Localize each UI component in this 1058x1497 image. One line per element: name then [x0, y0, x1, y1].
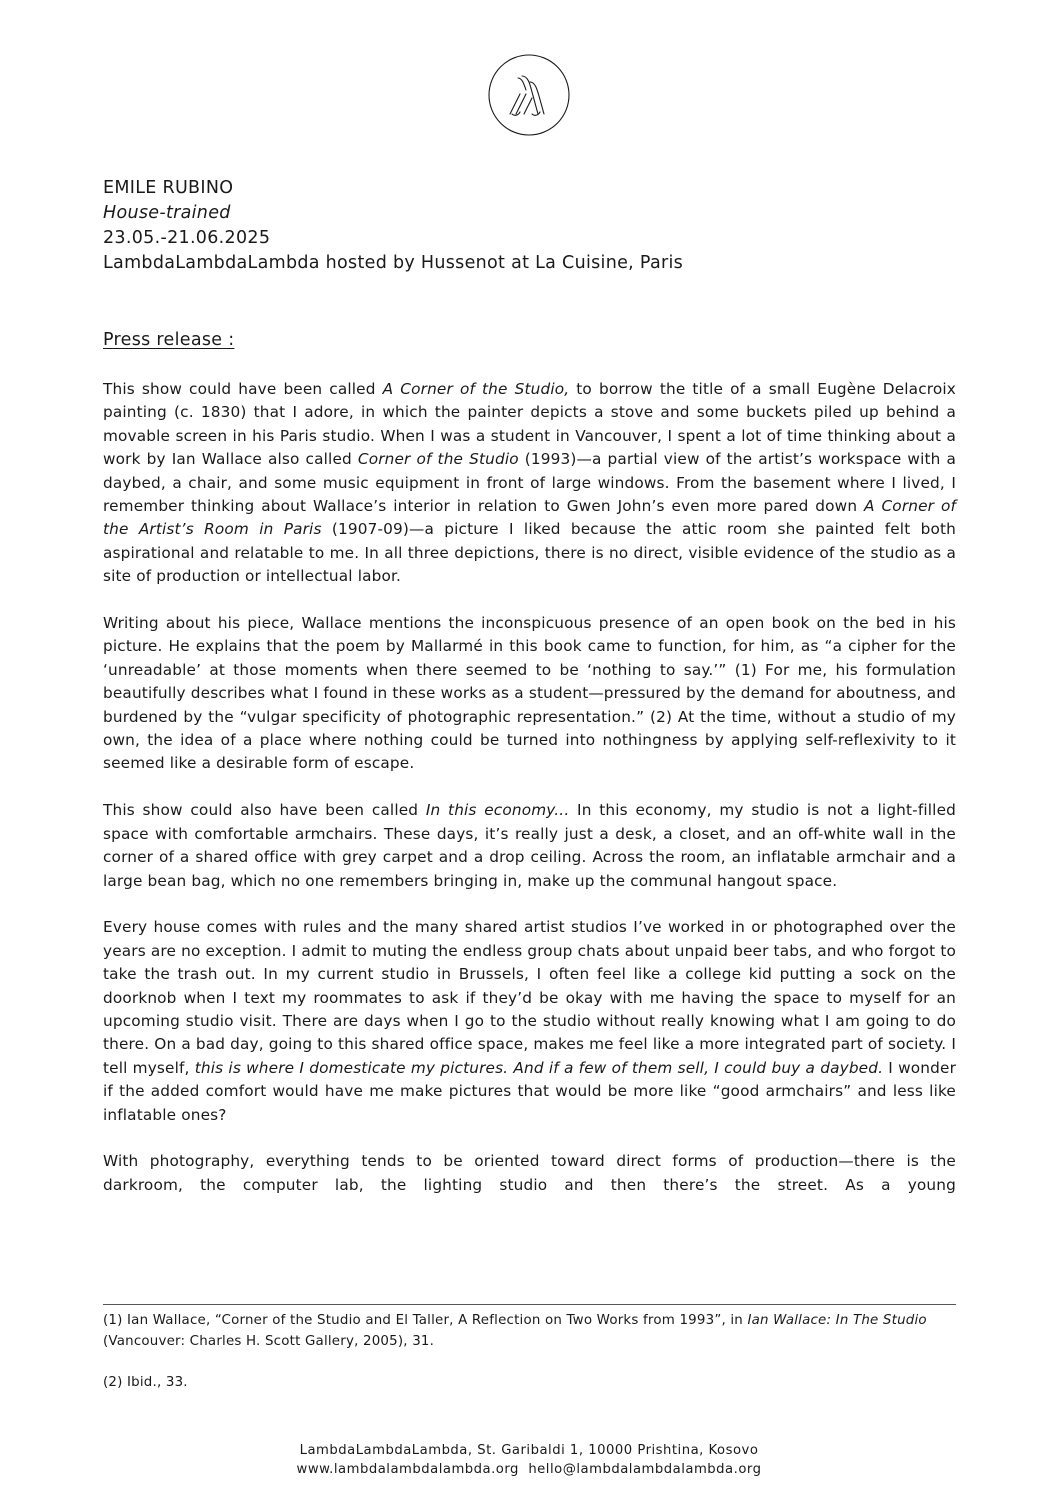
- text-span: This show could have been called: [103, 380, 383, 398]
- footnote-1: [103, 1311, 956, 1352]
- contact-line: [0, 1461, 1058, 1480]
- press-release-body: [103, 378, 956, 1197]
- page-footer: [0, 1442, 1058, 1479]
- text-span: (1907-09)—a picture I liked because the attic room she painted felt both aspirational and relatable to me. In all three depictions, there is no direct, visible evidence of the studio as a site of production or intellectual labor.: [103, 520, 956, 586]
- footnote-2: (2) Ibid., 33.: [103, 1374, 188, 1390]
- website-link[interactable]: www.lambdalambdalambda.org: [296, 1461, 519, 1477]
- text-span: (1) Ian Wallace, “Corner of the Studio and El Taller, A Reflection on Two Works from 1993”, in: [103, 1313, 748, 1328]
- text-span: This show could also have been called: [103, 801, 426, 820]
- paragraph-5: With photography, everything tends to be oriented toward direct forms of production—there is the darkroom, the computer lab, the lighting studio and then there’s the street. As a young: [103, 1152, 956, 1194]
- text-span: to borrow the title of a small Eugène Delacroix painting (c. 1830) that I adore, in which the painter depicts a stove and some buckets piled up behind a movable screen in his Paris studio. When I was a student in Vancouver, I spent a lot of time thinking about a work by Ian Wallace also called: [103, 380, 956, 469]
- text-span: In this economy, my studio is not a light-filled space with comfortable armchairs. These days, it’s really just a desk, a closet, and an off-white wall in the corner of a shared office with grey carpet and a drop ceiling. Across the room, an inflatable armchair and a large bean bag, which no one remembers bringing in, make up the communal hangout space.: [103, 801, 957, 890]
- paragraph-1: [103, 378, 956, 589]
- text-span: I wonder if the added comfort would have me make pictures that would be more like “good armchairs” and less like inflatable ones?: [103, 1058, 957, 1124]
- press-release-heading: Press release :: [103, 330, 235, 350]
- text-span: (Vancouver: Charles H. Scott Gallery, 2005), 31.: [103, 1333, 435, 1349]
- artist-name: EMILE RUBINO: [103, 178, 234, 198]
- book-title: Ian Wallace: In The Studio: [747, 1313, 927, 1328]
- gallery-address: LambdaLambdaLambda, St. Garibaldi 1, 10000 Prishtina, Kosovo: [299, 1443, 759, 1458]
- exhibition-header: [103, 176, 963, 276]
- footnotes: [103, 1311, 956, 1414]
- email-link[interactable]: hello@lambdalambdalambda.org: [528, 1461, 762, 1477]
- exhibition-title: House-trained: [103, 203, 231, 223]
- footnote-divider: [103, 1304, 956, 1305]
- exhibition-venue: LambdaLambdaLambda hosted by Hussenot at La Cuisine, Paris: [103, 253, 684, 273]
- text-span: (1993)—a partial view of the artist’s workspace with a daybed, a chair, and some music equipment in front of large windows. From the basement where I lived, I remember thinking about Wallace’s interior in relation to Gwen John’s even more pared down: [103, 450, 956, 516]
- artwork-title: A Corner of the Studio,: [382, 380, 570, 398]
- paragraph-3: [103, 799, 956, 893]
- paragraph-2: Writing about his piece, Wallace mentions the inconspicuous presence of an open book on the bed in his picture. He explains that the poem by Mallarmé in this book came to function, for him, as “a cipher for the ‘unreadable’ at those moments when there seemed to be ‘nothing to say.’” (1) For me, his formulation beautifully describes what I found in these works as a student—pressured by the demand for aboutness, and burdened by the “vulgar specificity of photographic representation.” (2) At the time, without a studio of my own, the idea of a place where nothing could be turned into nothingness by applying self-reflexivity to it seemed like a desirable form of escape.: [103, 614, 956, 773]
- paragraph-4: [103, 916, 956, 1127]
- text-span: Every house comes with rules and the many shared artist studios I’ve worked in or photographed over the years are no exception. I admit to muting the endless group chats about unpaid beer tabs, and who forgot to take the trash out. In my current studio in Brussels, I often feel like a college kid putting a sock on the doorknob when I text my roommates to ask if they’d be okay with me having the space to myself for an upcoming studio visit. There are days when I go to the studio without really knowing what I am going to do there. On a bad day, going to this shared office space, makes me feel like a more integrated part of society. I tell myself,: [103, 918, 956, 1077]
- lambda-lambda-lambda-logo-icon: [488, 54, 570, 136]
- alternate-title: In this economy...: [425, 801, 570, 820]
- exhibition-dates: 23.05.-21.06.2025: [103, 228, 271, 248]
- artwork-title: Corner of the Studio: [357, 450, 519, 469]
- artwork-title: A Corner of the Artist’s Room in Paris: [103, 497, 956, 539]
- italic-quote: this is where I domesticate my pictures. And if a few of them sell, I could buy a daybed.: [194, 1058, 884, 1077]
